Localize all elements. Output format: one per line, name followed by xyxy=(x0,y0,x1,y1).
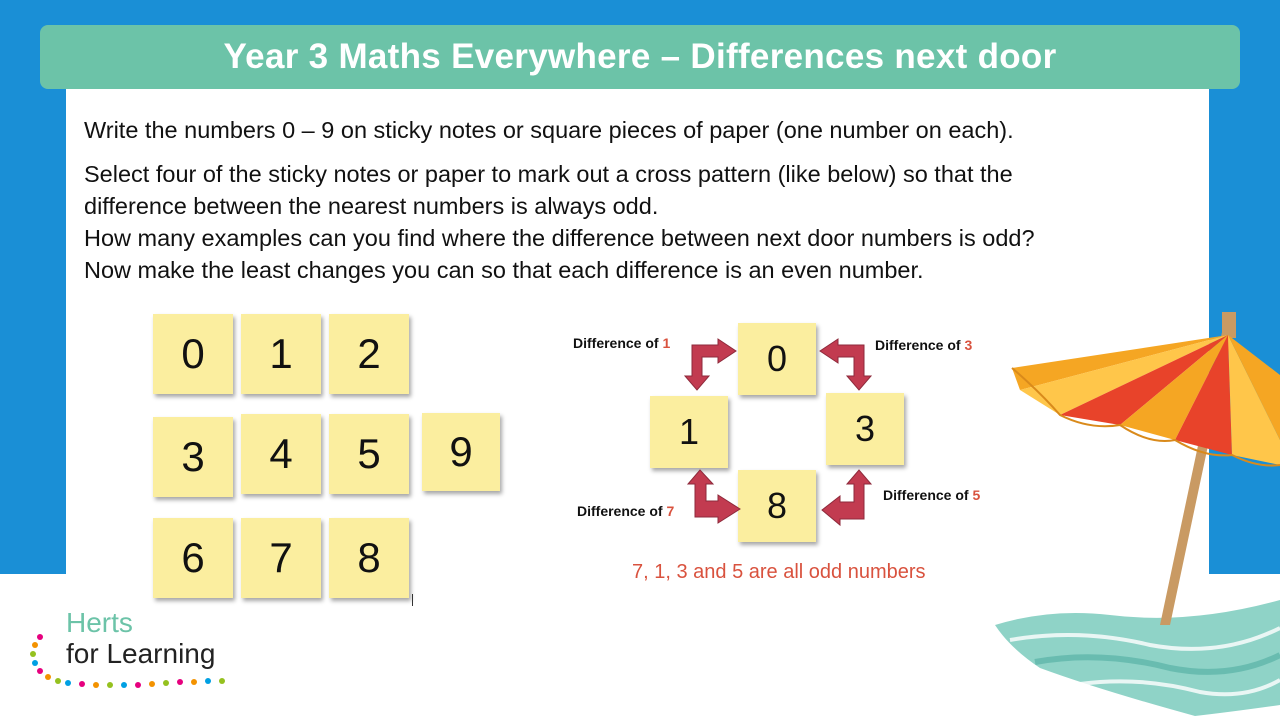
sticky-note-number: 2 xyxy=(357,330,381,377)
beach-umbrella-image xyxy=(1012,312,1280,625)
label-prefix: Difference of xyxy=(573,335,659,351)
sticky-note-number: 9 xyxy=(449,428,473,475)
sticky-note-number: 4 xyxy=(269,430,293,477)
label-prefix: Difference of xyxy=(875,337,961,353)
label-prefix: Difference of xyxy=(883,487,969,503)
sticky-note-number: 8 xyxy=(357,534,381,581)
logo-text-top: Herts xyxy=(66,607,133,638)
logo-dots-line-icon xyxy=(62,677,262,691)
instruction-line-3: difference between the nearest numbers is always odd. xyxy=(84,193,659,219)
sticky-note-number: 0 xyxy=(181,330,205,377)
conclusion-text: 7, 1, 3 and 5 are all odd numbers xyxy=(632,561,926,583)
label-prefix: Difference of xyxy=(577,503,663,519)
logo-text-bottom: for Learning xyxy=(66,638,216,669)
instruction-line-1: Write the numbers 0 – 9 on sticky notes or square pieces of paper (one number on each). xyxy=(84,117,1014,143)
sticky-note-number: 6 xyxy=(181,534,205,581)
diagram-number: 0 xyxy=(766,338,788,379)
beach-towel-image xyxy=(995,600,1280,716)
sticky-note-number: 3 xyxy=(181,433,205,480)
difference-value: 5 xyxy=(972,487,981,503)
sticky-note-number: 7 xyxy=(269,534,293,581)
herts-for-learning-logo xyxy=(28,605,258,697)
sticky-note-number: 5 xyxy=(357,430,381,477)
sticky-note-number: 1 xyxy=(269,330,293,377)
instruction-line-5: Now make the least changes you can so that each difference is an even number. xyxy=(84,257,924,283)
difference-value: 7 xyxy=(666,503,675,519)
difference-value: 3 xyxy=(964,337,973,353)
diagram-number: 3 xyxy=(854,408,876,449)
difference-value: 1 xyxy=(662,335,671,351)
diagram-number: 1 xyxy=(678,411,700,452)
instruction-line-2: Select four of the sticky notes or paper to mark out a cross pattern (like below) so that the xyxy=(84,161,1013,187)
instruction-line-4: How many examples can you find where the difference between next door numbers is odd? xyxy=(84,225,1035,251)
page-title: Year 3 Maths Everywhere – Differences next door xyxy=(223,37,1057,76)
diagram-number: 8 xyxy=(766,485,788,526)
